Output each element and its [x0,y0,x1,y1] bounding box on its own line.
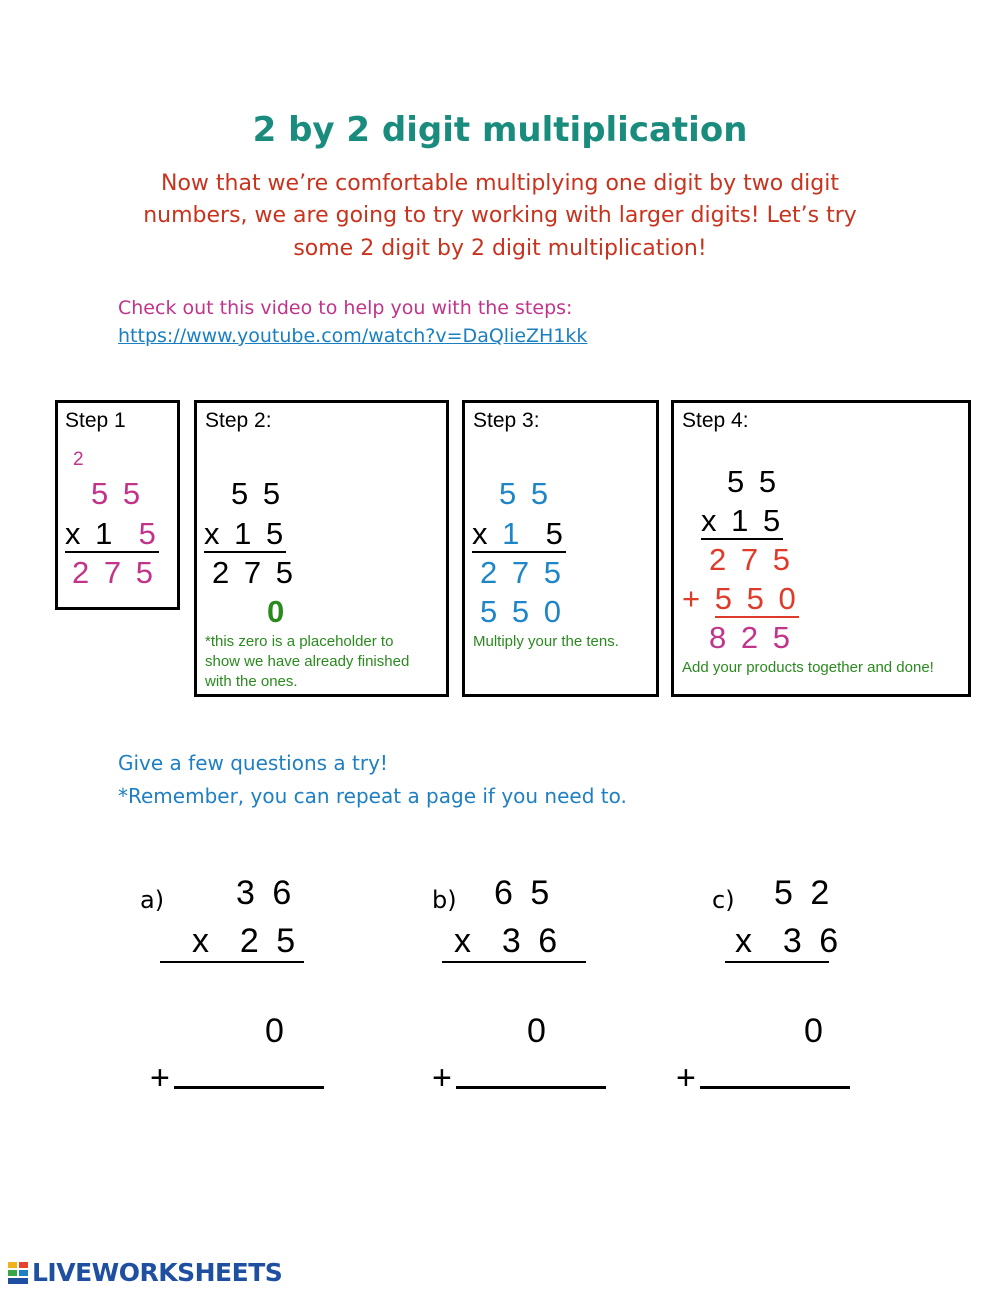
step-4-box [671,400,971,697]
step-2-result: 2 7 5 [212,555,296,590]
intro-line-1: Now that we’re comfortable multiplying one digit by two digit [160,171,839,196]
step-4-label: Step 4: [682,409,749,432]
question-b-sum-line[interactable]: + [432,1056,606,1098]
step-4-top: 5 5 [727,464,780,499]
step-3-multiplier: x 1 5 [472,516,566,551]
page-title: 2 by 2 digit multiplication [252,110,748,150]
question-b-multiplier: x 3 6 [442,922,586,963]
step-4-sum: 8 2 5 [709,620,793,655]
intro-line-2: numbers, we are going to try working with larger digits! Let’s try [143,203,857,228]
question-b-label: b) [432,886,457,914]
step-1-result: 2 7 5 [72,555,156,590]
question-c-zero: 0 [804,1012,827,1050]
question-c-sum-line[interactable]: + [676,1056,850,1098]
step-2-multiplier: x 1 5 [204,516,287,551]
question-a-label: a) [140,886,165,914]
step-1-label: Step 1 [65,409,126,432]
video-label: Check out this video to help you with the steps: [118,297,573,319]
step-4-note: Add your products together and done! [682,659,934,676]
step-1-box [55,400,180,610]
step-2-note-1: *this zero is a placeholder to [205,633,394,650]
step-3-note: Multiply your the tens. [473,633,619,650]
step-4-product-1: 2 7 5 [709,542,793,577]
step-2-label: Step 2: [205,409,272,432]
question-a-top: 3 6 [236,874,296,912]
step-3-label: Step 3: [473,409,540,432]
step-4-multiplier: x 1 5 [701,503,784,538]
question-c-top: 5 2 [774,874,834,912]
practice-line-1: Give a few questions a try! [118,751,388,775]
question-b-top: 6 5 [494,874,554,912]
step-3-result-2: 5 5 0 [480,594,564,629]
question-a-zero: 0 [265,1012,288,1050]
step-1-carry: 2 [73,449,84,470]
step-4-product-2: + 5 5 0 [682,581,799,616]
step-3-result-1: 2 7 5 [480,555,564,590]
liveworksheets-logo: LIVEWORKSHEETS [8,1258,282,1287]
step-3-box [462,400,659,697]
question-c-label: c) [712,886,735,914]
practice-line-2: *Remember, you can repeat a page if you need to. [118,784,627,808]
question-a-sum-line[interactable]: + [150,1056,324,1098]
step-2-note-2: show we have already finished [205,653,410,670]
step-1-multiplier: x 1 5 [65,516,159,551]
video-link[interactable]: https://www.youtube.com/watch?v=DaQlieZH1kk [118,325,588,347]
question-b-zero: 0 [527,1012,550,1050]
liveworksheets-logo-icon [8,1262,28,1284]
step-2-zero: 0 [267,594,288,629]
step-2-box [194,400,449,697]
question-a-multiplier: x 2 5 [160,922,304,963]
step-2-note-3: with the ones. [205,673,298,690]
intro-line-3: some 2 digit by 2 digit multiplication! [293,236,707,261]
step-1-top: 5 5 [91,476,144,511]
step-3-top: 5 5 [499,476,552,511]
step-2-top: 5 5 [231,476,284,511]
question-c-multiplier: x 3 6 [725,922,829,963]
